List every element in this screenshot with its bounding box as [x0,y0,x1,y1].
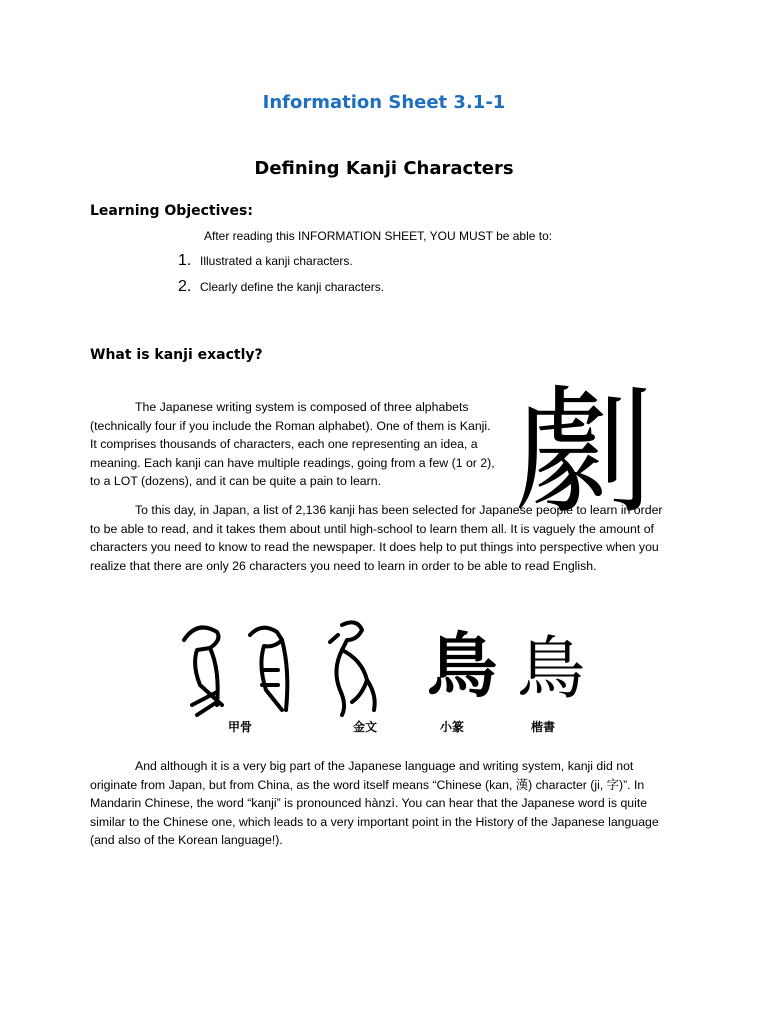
objective-number: 2. [178,278,192,295]
paragraph-1-text: The Japanese writing system is composed of three alphabets (technically four if you include the Roman alphabet). One of them is Kanji. It comprises thousands of characters, each one representing an idea, a meaning. Each kanji can have multiple readings, going from a few (1 or 2), to a LOT (dozens), and it can be quite a pain to learn. [90,400,495,488]
paragraph-3-text: And although it is a very big part of the Japanese language and writing system, kanji did not originate from Japan, but from China, as the word itself means “Chinese (kan, 漢) character (ji, 字)”. In Mandarin Chinese, the word “kanji” is pronounced hànzì. You can hear that the Japanese word is quite similar to the Chinese one, which leads to a very important point in the History of the Japanese language (and also of the Korean language!). [90,759,659,847]
bronze-script-bird [330,622,375,715]
label-oracle-bone: 甲骨 [228,720,253,734]
objectives-intro: After reading this INFORMATION SHEET, YOU MUST be able to: [204,229,553,243]
objective-number: 1. [178,252,192,269]
seal-script-bird: 鳥 [427,624,497,707]
oracle-bone-bird-1 [184,628,222,716]
label-bronze: 金文 [353,720,378,734]
oracle-bone-bird-2 [250,628,287,710]
label-regular: 楷書 [531,720,556,734]
paragraph-2 [90,501,670,575]
objective-text: Illustrated a kanji characters. [200,254,353,268]
sheet-title: Information Sheet 3.1-1 [262,92,506,113]
paragraph-3 [90,757,670,850]
objective-item [178,252,384,278]
paragraph-1 [90,398,500,491]
paragraph-2-text: To this day, in Japan, a list of 2,136 kanji has been selected for Japanese people to learn in order to be able to read, and it takes them about until high-school to learn them all. It is vaguely the amount of characters you need to know to read the newspaper. It does help to put things into perspective when you realize that there are only 26 characters you need to learn in order to be able to read English. [90,503,663,573]
objectives-list [178,252,384,304]
kanji-illustration: 劇 [514,372,653,533]
label-seal: 小篆 [440,720,465,734]
objective-item [178,278,384,304]
document-title: Defining Kanji Characters [254,158,514,179]
section-heading: What is kanji exactly? [90,347,263,363]
regular-script-bird: 鳥 [517,630,586,709]
objectives-heading: Learning Objectives: [90,203,253,219]
objective-text: Clearly define the kanji characters. [200,280,385,294]
